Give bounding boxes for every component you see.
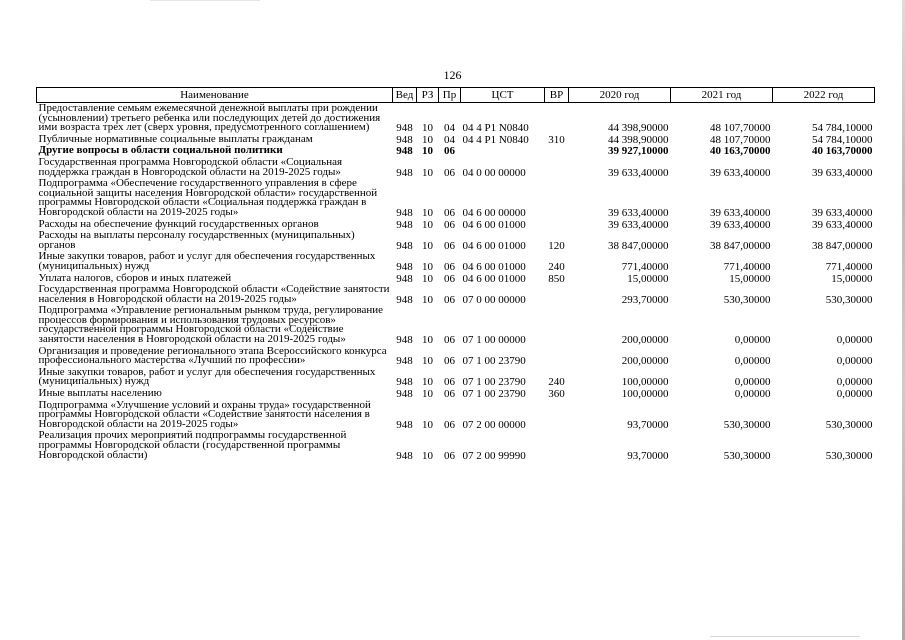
row-2022: 771,40000 — [825, 260, 873, 273]
row-2021: 38 847,00000 — [710, 239, 771, 252]
row-2022: 54 784,10000 — [812, 122, 873, 135]
row-rz: 10 — [422, 239, 433, 252]
row-name: Другие вопросы в области социальной политики — [38, 144, 283, 157]
row-2021: 530,30000 — [723, 449, 771, 462]
row-2022: 38 847,00000 — [812, 239, 873, 252]
row-2021: 0,00000 — [734, 334, 771, 347]
row-name: Иные выплаты населению — [38, 387, 162, 400]
row-name: Организация и проведение регионального этапа Всероссийского конкурса профессионального мастерства «Лучший по профессии» — [38, 344, 387, 367]
row-2021: 39 633,40000 — [710, 218, 771, 231]
row-2021: 39 633,40000 — [710, 166, 771, 179]
row-pr: 04 — [444, 122, 455, 135]
row-name: Иные закупки товаров, работ и услуг для обеспечения государственных (муниципальных) нужд — [38, 365, 376, 388]
row-rz: 10 — [422, 145, 433, 158]
row-name: Подпрограмма «Управление региональным рынком труда, регулирование процессов формирования и использования трудовых ресурсов» государственной программы Новгородской области «Содействие занятости населения в Новгородской области на 2019-2025 годы» — [38, 304, 384, 346]
row-ved: 948 — [396, 418, 413, 431]
row-2020: 44 398,90000 — [608, 133, 669, 146]
row-pr: 06 — [444, 239, 455, 252]
scan-artifact-top — [150, 0, 260, 1]
header-2022: 2022 год — [773, 88, 875, 103]
row-pr: 06 — [444, 260, 455, 273]
row-rz: 10 — [422, 293, 433, 306]
row-cst: 04 6 00 00000 — [462, 206, 526, 219]
row-vr: 240 — [548, 376, 565, 389]
row-ved: 948 — [396, 388, 413, 401]
row-cst: 07 1 00 23790 — [462, 376, 526, 389]
row-ved: 948 — [396, 206, 413, 219]
row-pr: 06 — [444, 418, 455, 431]
row-cst: 04 6 00 01000 — [462, 218, 526, 231]
header-name: Наименование — [37, 88, 393, 103]
scan-artifact-bottom — [710, 636, 860, 637]
row-2021: 771,40000 — [723, 260, 771, 273]
row-rz: 10 — [422, 388, 433, 401]
row-vr — [545, 400, 569, 431]
table-row — [37, 103, 875, 134]
row-rz: 10 — [422, 376, 433, 389]
row-2022: 15,00000 — [831, 272, 873, 285]
table-row — [37, 388, 875, 400]
row-vr — [545, 103, 569, 134]
row-pr: 04 — [444, 133, 455, 146]
row-2021: 0,00000 — [734, 376, 771, 389]
row-pr: 06 — [444, 166, 455, 179]
row-rz: 10 — [422, 133, 433, 146]
row-ved: 948 — [396, 355, 413, 368]
row-cst: 04 0 00 00000 — [462, 166, 526, 179]
row-2020: 200,00000 — [621, 334, 669, 347]
row-name: Расходы на выплаты персоналу государственных (муниципальных) органов — [38, 229, 355, 251]
row-rz: 10 — [422, 418, 433, 431]
row-ved: 948 — [396, 122, 413, 135]
row-ved: 948 — [396, 272, 413, 285]
table-row — [37, 305, 875, 345]
header-2021: 2021 год — [671, 88, 773, 103]
table-row — [37, 251, 875, 272]
row-pr: 06 — [444, 355, 455, 368]
row-vr — [545, 346, 569, 367]
row-2020: 39 633,40000 — [608, 218, 669, 231]
row-cst: 07 2 00 00000 — [462, 418, 526, 431]
row-ved: 948 — [396, 293, 413, 306]
table-row — [37, 284, 875, 305]
table-header-row — [37, 88, 875, 103]
row-2020: 771,40000 — [621, 260, 669, 273]
row-2021: 48 107,70000 — [710, 122, 771, 135]
table-row — [37, 367, 875, 388]
row-2021: 15,00000 — [729, 272, 771, 285]
row-2021: 530,30000 — [723, 293, 771, 306]
row-2020: 93,70000 — [627, 418, 669, 431]
row-2022: 40 163,70000 — [812, 145, 873, 158]
row-2022: 0,00000 — [836, 355, 873, 368]
row-2022: 39 633,40000 — [812, 166, 873, 179]
row-2021: 48 107,70000 — [710, 133, 771, 146]
row-rz: 10 — [422, 272, 433, 285]
row-2020: 39 927,10000 — [608, 145, 669, 158]
row-pr: 06 — [444, 206, 455, 219]
row-2022: 530,30000 — [825, 449, 873, 462]
table-row — [37, 430, 875, 461]
row-pr: 06 — [444, 145, 455, 158]
row-pr: 06 — [444, 272, 455, 285]
row-2020: 100,00000 — [621, 376, 669, 389]
header-ved: Вед — [393, 88, 417, 103]
row-2020: 39 633,40000 — [608, 206, 669, 219]
row-cst: 04 4 P1 N0840 — [462, 133, 529, 146]
header-2020: 2020 год — [569, 88, 671, 103]
row-ved: 948 — [396, 166, 413, 179]
row-pr: 06 — [444, 334, 455, 347]
table-row — [37, 157, 875, 178]
row-vr: 310 — [548, 133, 565, 146]
row-cst: 04 6 00 01000 — [462, 260, 526, 273]
row-2022: 39 633,40000 — [812, 218, 873, 231]
row-2022: 530,30000 — [825, 418, 873, 431]
page-number: 126 — [443, 68, 462, 82]
row-cst: 04 6 00 01000 — [462, 239, 526, 252]
row-2020: 15,00000 — [627, 272, 669, 285]
row-2022: 0,00000 — [836, 376, 873, 389]
row-2021: 40 163,70000 — [710, 145, 771, 158]
header-vr: ВР — [545, 88, 569, 103]
row-pr: 06 — [444, 293, 455, 306]
row-vr — [545, 157, 569, 178]
row-rz: 10 — [422, 206, 433, 219]
row-vr — [545, 305, 569, 345]
row-ved: 948 — [396, 145, 413, 158]
header-rz: РЗ — [417, 88, 439, 103]
row-pr: 06 — [444, 449, 455, 462]
row-2020: 200,00000 — [621, 355, 669, 368]
row-rz: 10 — [422, 449, 433, 462]
header-cst: ЦСТ — [461, 88, 545, 103]
row-vr: 240 — [548, 260, 565, 273]
row-rz: 10 — [422, 334, 433, 347]
row-ved: 948 — [396, 449, 413, 462]
row-cst: 07 1 00 23790 — [462, 388, 526, 401]
row-cst — [461, 145, 545, 157]
row-rz: 10 — [422, 122, 433, 135]
row-vr: 360 — [548, 388, 565, 401]
row-2022: 0,00000 — [836, 334, 873, 347]
row-name: Уплата налогов, сборов и иных платежей — [38, 271, 232, 284]
row-vr — [545, 145, 569, 157]
row-2020: 38 847,00000 — [608, 239, 669, 252]
budget-table — [36, 87, 875, 461]
row-name: Предоставление семьям ежемесячной денежной выплаты при рождении (усыновлении) третьего ребенка или последующих детей до достижения ими возраста трех лет (сверх уровня, предусмотренного соглашением) — [38, 102, 381, 134]
row-ved: 948 — [396, 334, 413, 347]
row-rz: 10 — [422, 355, 433, 368]
row-vr — [545, 430, 569, 461]
row-2021: 530,30000 — [723, 418, 771, 431]
row-2020: 39 633,40000 — [608, 166, 669, 179]
row-name: Государственная программа Новгородской области «Содействие занятости населения в Новгородской области на 2019-2025 годы» — [38, 283, 390, 305]
row-name: Иные закупки товаров, работ и услуг для обеспечения государственных (муниципальных) нужд — [38, 250, 376, 272]
row-2020: 93,70000 — [627, 449, 669, 462]
row-name: Подпрограмма «Улучшение условий и охраны труда» государственной программы Новгородской области «Содействие занятости населения в Новгородской области на 2019-2025 годы» — [38, 398, 371, 430]
header-pr: Пр — [439, 88, 461, 103]
row-cst: 07 2 00 99990 — [462, 449, 526, 462]
row-rz: 10 — [422, 260, 433, 273]
row-ved: 948 — [396, 239, 413, 252]
row-vr — [545, 178, 569, 218]
row-name: Государственная программа Новгородской области «Социальная поддержка граждан в Новгородской области на 2019-2025 годы» — [38, 155, 343, 178]
row-2022: 39 633,40000 — [812, 206, 873, 219]
row-cst: 07 0 00 00000 — [462, 293, 526, 306]
row-2021: 0,00000 — [734, 355, 771, 368]
row-name: Расходы на обеспечение функций государственных органов — [38, 217, 319, 230]
row-name: Реализация прочих мероприятий подпрограммы государственной программы Новгородской области (государственной программы Новгородской области) — [38, 429, 347, 461]
row-ved: 948 — [396, 218, 413, 231]
table-row — [37, 400, 875, 431]
row-name: Подпрограмма «Обеспечение государственного управления в сфере социальной защиты населения Новгородской области» государственной программы Новгородской области «Социальная поддержка граждан в Новгородской области на 2019-2025 годы» — [38, 177, 378, 218]
row-2022: 54 784,10000 — [812, 133, 873, 146]
row-cst: 04 4 P1 N0840 — [462, 122, 529, 135]
row-vr — [545, 284, 569, 305]
row-vr: 850 — [548, 272, 565, 285]
row-ved: 948 — [396, 376, 413, 389]
row-2020: 44 398,90000 — [608, 122, 669, 135]
row-2022: 530,30000 — [825, 293, 873, 306]
row-pr: 06 — [444, 388, 455, 401]
table-row — [37, 230, 875, 251]
row-2021: 0,00000 — [734, 388, 771, 401]
row-pr: 06 — [444, 218, 455, 231]
table-body — [37, 103, 875, 462]
row-rz: 10 — [422, 218, 433, 231]
row-2020: 293,70000 — [621, 293, 669, 306]
row-vr: 120 — [548, 239, 565, 252]
row-cst: 07 1 00 00000 — [462, 334, 526, 347]
row-ved: 948 — [396, 260, 413, 273]
row-2021: 39 633,40000 — [710, 206, 771, 219]
row-cst: 07 1 00 23790 — [462, 355, 526, 368]
row-rz: 10 — [422, 166, 433, 179]
row-name: Публичные нормативные социальные выплаты гражданам — [38, 132, 313, 145]
row-2022: 0,00000 — [836, 388, 873, 401]
table-row — [37, 346, 875, 367]
row-vr — [545, 219, 569, 231]
row-ved: 948 — [396, 133, 413, 146]
row-cst: 04 6 00 01000 — [462, 272, 526, 285]
table-row — [37, 178, 875, 218]
row-pr: 06 — [444, 376, 455, 389]
row-2020: 100,00000 — [621, 388, 669, 401]
